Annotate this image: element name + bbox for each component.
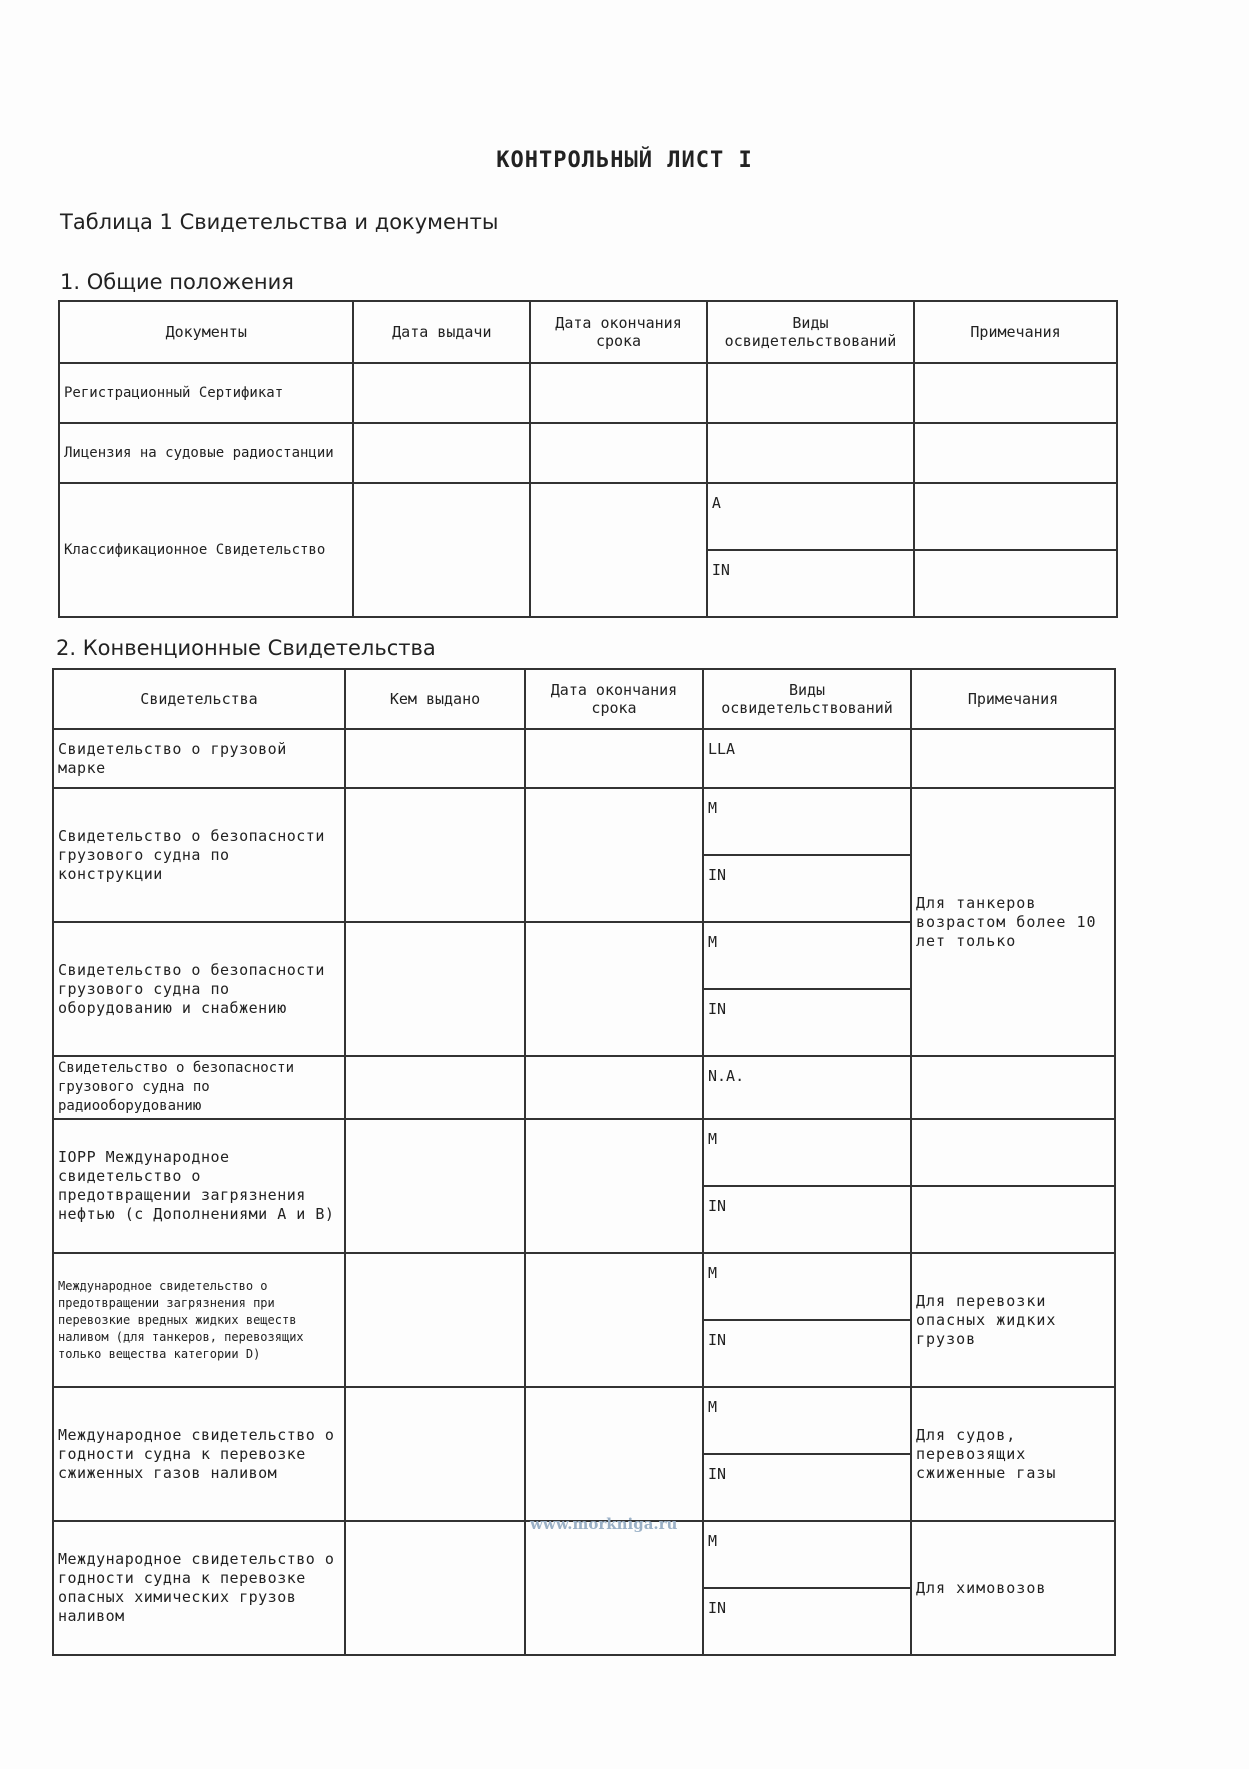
col-survey-types: Виды освидетельствований	[707, 301, 914, 363]
section-2-heading: 2. Конвенционные Свидетельства	[56, 636, 436, 660]
blank-cell[interactable]	[707, 363, 914, 423]
survey-type: M	[703, 1387, 911, 1454]
blank-cell[interactable]	[345, 1387, 525, 1521]
blank-cell[interactable]	[353, 363, 530, 423]
table-header-row	[53, 669, 1115, 729]
blank-cell[interactable]	[345, 1521, 525, 1655]
blank-cell[interactable]	[914, 483, 1117, 550]
survey-type: LLA	[703, 729, 911, 788]
table-row	[59, 423, 1117, 483]
survey-type: M	[703, 1521, 911, 1588]
blank-cell[interactable]	[345, 922, 525, 1056]
watermark: www.morkniga.ru	[530, 1515, 678, 1533]
survey-type: M	[703, 1119, 911, 1186]
convention-certificates-table	[52, 668, 1116, 1656]
col-issued-by: Кем выдано	[345, 669, 525, 729]
col-expiry-date: Дата окончания срока	[525, 669, 703, 729]
row-label: Международное свидетельство о годности судна к перевозке опасных химических грузов наливом	[53, 1521, 345, 1655]
row-label: Международное свидетельство о предотвращении загрязнения при перевозкие вредных жидких веществ наливом (для танкеров, перевозящих только вещества категории D)	[53, 1253, 345, 1387]
blank-cell[interactable]	[914, 363, 1117, 423]
table-header-row	[59, 301, 1117, 363]
col-remarks: Примечания	[911, 669, 1115, 729]
row-label: Свидетельство о грузовой марке	[53, 729, 345, 788]
table-row	[53, 788, 1115, 855]
blank-cell[interactable]	[345, 1119, 525, 1253]
row-label: Свидетельство о безопасности грузового судна по конструкции	[53, 788, 345, 922]
blank-cell[interactable]	[345, 1253, 525, 1387]
table-row	[53, 1056, 1115, 1119]
survey-type: A	[707, 483, 914, 550]
survey-type: IN	[703, 1186, 911, 1253]
table-row	[53, 1119, 1115, 1186]
blank-cell[interactable]	[353, 423, 530, 483]
page-title: КОНТРОЛЬНЫЙ ЛИСТ I	[496, 148, 753, 173]
table-row	[53, 1387, 1115, 1454]
col-survey-types: Виды освидетельствований	[703, 669, 911, 729]
remark-chem: Для химовозов	[911, 1521, 1115, 1655]
blank-cell[interactable]	[911, 729, 1115, 788]
survey-type: M	[703, 1253, 911, 1320]
blank-cell[interactable]	[345, 729, 525, 788]
survey-type: IN	[703, 1454, 911, 1521]
blank-cell[interactable]	[530, 363, 707, 423]
blank-cell[interactable]	[525, 729, 703, 788]
blank-cell[interactable]	[914, 423, 1117, 483]
blank-cell[interactable]	[911, 1186, 1115, 1253]
table-subtitle: Таблица 1 Свидетельства и документы	[60, 210, 499, 234]
col-remarks: Примечания	[914, 301, 1117, 363]
blank-cell[interactable]	[530, 423, 707, 483]
blank-cell[interactable]	[345, 1056, 525, 1119]
table-row	[53, 1253, 1115, 1320]
row-label: Классификационное Свидетельство	[59, 483, 353, 617]
blank-cell[interactable]	[525, 1119, 703, 1253]
blank-cell[interactable]	[911, 1056, 1115, 1119]
survey-type: IN	[707, 550, 914, 617]
blank-cell[interactable]	[707, 423, 914, 483]
blank-cell[interactable]	[530, 483, 707, 617]
survey-type: M	[703, 922, 911, 989]
blank-cell[interactable]	[525, 1521, 703, 1655]
row-label: Международное свидетельство о годности судна к перевозке сжиженных газов наливом	[53, 1387, 345, 1521]
remark-gas: Для судов, перевозящих сжиженные газы	[911, 1387, 1115, 1521]
table-row	[59, 483, 1117, 550]
col-certificates: Свидетельства	[53, 669, 345, 729]
general-documents-table	[58, 300, 1118, 618]
blank-cell[interactable]	[525, 922, 703, 1056]
table-row	[53, 729, 1115, 788]
remark-tankers: Для танкеров возрастом более 10 лет только	[911, 788, 1115, 1056]
row-label: IOPP Международное свидетельство о предотвращении загрязнения нефтью (с Дополнениями А и В)	[53, 1119, 345, 1253]
blank-cell[interactable]	[525, 1253, 703, 1387]
blank-cell[interactable]	[525, 1056, 703, 1119]
survey-type: M	[703, 788, 911, 855]
col-expiry-date: Дата окончания срока	[530, 301, 707, 363]
survey-type: IN	[703, 1588, 911, 1655]
row-label: Регистрационный Сертификат	[59, 363, 353, 423]
col-issue-date: Дата выдачи	[353, 301, 530, 363]
blank-cell[interactable]	[345, 788, 525, 922]
row-label: Свидетельство о безопасности грузового судна по оборудованию и снабжению	[53, 922, 345, 1056]
remark-liquid: Для перевозки опасных жидких грузов	[911, 1253, 1115, 1387]
blank-cell[interactable]	[914, 550, 1117, 617]
survey-type: N.A.	[703, 1056, 911, 1119]
blank-cell[interactable]	[525, 1387, 703, 1521]
section-1-heading: 1. Общие положения	[60, 270, 294, 294]
blank-cell[interactable]	[525, 788, 703, 922]
survey-type: IN	[703, 855, 911, 922]
survey-type: IN	[703, 989, 911, 1056]
col-documents: Документы	[59, 301, 353, 363]
table-row	[59, 363, 1117, 423]
blank-cell[interactable]	[911, 1119, 1115, 1186]
survey-type: IN	[703, 1320, 911, 1387]
blank-cell[interactable]	[353, 483, 530, 617]
row-label: Свидетельство о безопасности грузового судна по радиооборудованию	[53, 1056, 345, 1119]
row-label: Лицензия на судовые радиостанции	[59, 423, 353, 483]
